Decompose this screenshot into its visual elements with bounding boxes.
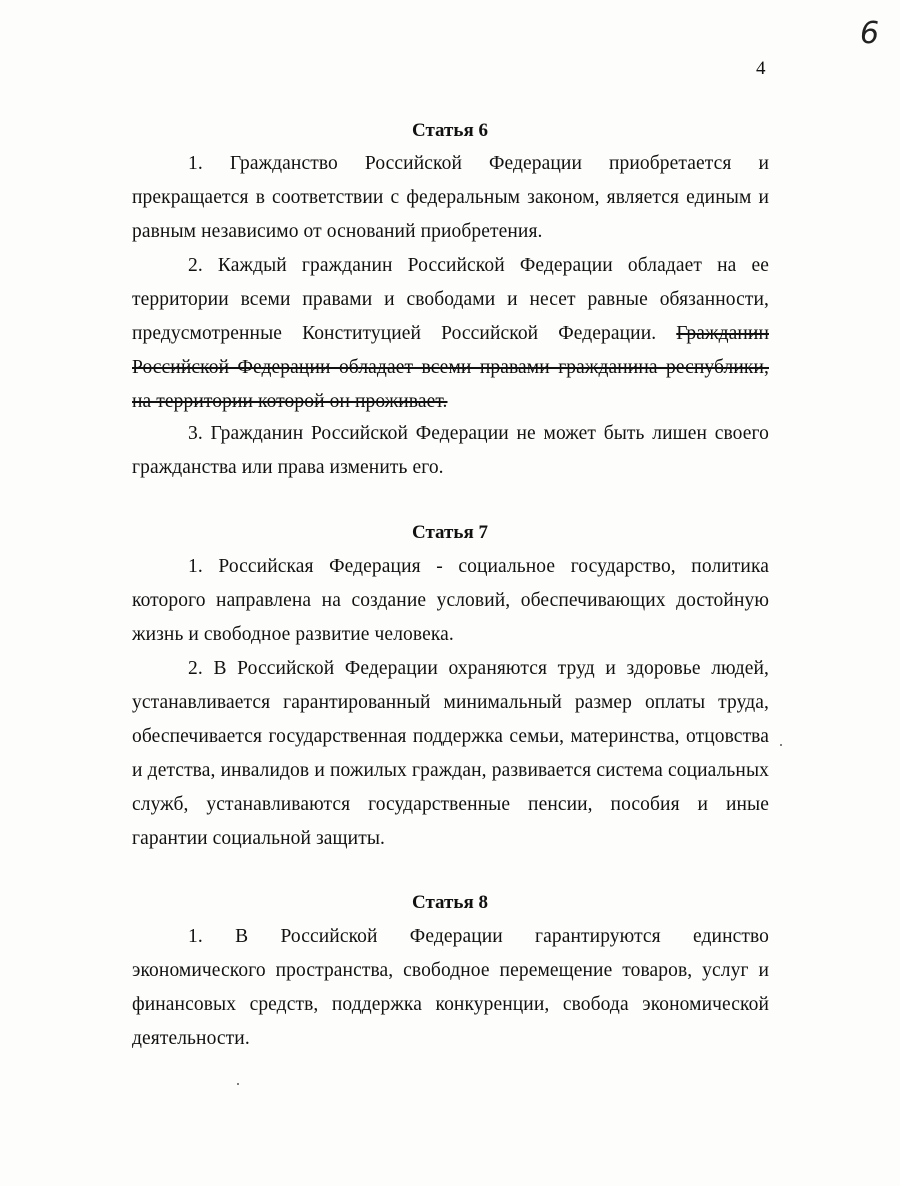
article-6-paragraph-2-text: 2. Каждый гражданин Российской Федерации обладает на ее территории всеми правами и свободами и несет равные обязанности, предусмотренные Конституцией Российской Федерации. (132, 255, 769, 344)
article-8-heading: Статья 8 (412, 892, 488, 913)
scan-speck (780, 744, 782, 746)
handwritten-page-mark: 6 (860, 16, 880, 51)
article-6-paragraph-1: 1. Гражданство Российской Федерации приобретается и прекращается в соответствии с федеральным законом, является единым и равным независимо от оснований приобретения. (132, 153, 769, 242)
article-6-paragraph-2 (132, 249, 769, 419)
scan-speck (237, 1083, 239, 1085)
article-8-paragraph-1: 1. В Российской Федерации гарантируются единство экономического пространства, свободное перемещение товаров, услуг и финансовых средств, поддержка конкуренции, свобода экономической деятельности. (132, 926, 769, 1049)
article-7-paragraph-2: 2. В Российской Федерации охраняются труд и здоровье людей, устанавливается гарантированный минимальный размер оплаты труда, обеспечивается государственная поддержка семьи, материнства, отцовства и детства, инвалидов и пожилых граждан, развивается система социальных служб, устанавливаются государственные пенсии, пособия и иные гарантии социальной защиты. (132, 658, 769, 849)
article-6-paragraph-3: 3. Гражданин Российской Федерации не может быть лишен своего гражданства или права изменить его. (132, 423, 769, 478)
article-7-paragraph-1: 1. Российская Федерация - социальное государство, политика которого направлена на создание условий, обеспечивающих достойную жизнь и свободное развитие человека. (132, 556, 769, 645)
article-6-heading: Статья 6 (412, 120, 488, 141)
article-7-heading: Статья 7 (412, 522, 488, 543)
page-number: 4 (756, 58, 766, 79)
struck-out-text: Гражданин Российской Федерации обладает всеми правами гражданина республики, на территории которой он проживает. (132, 323, 769, 412)
